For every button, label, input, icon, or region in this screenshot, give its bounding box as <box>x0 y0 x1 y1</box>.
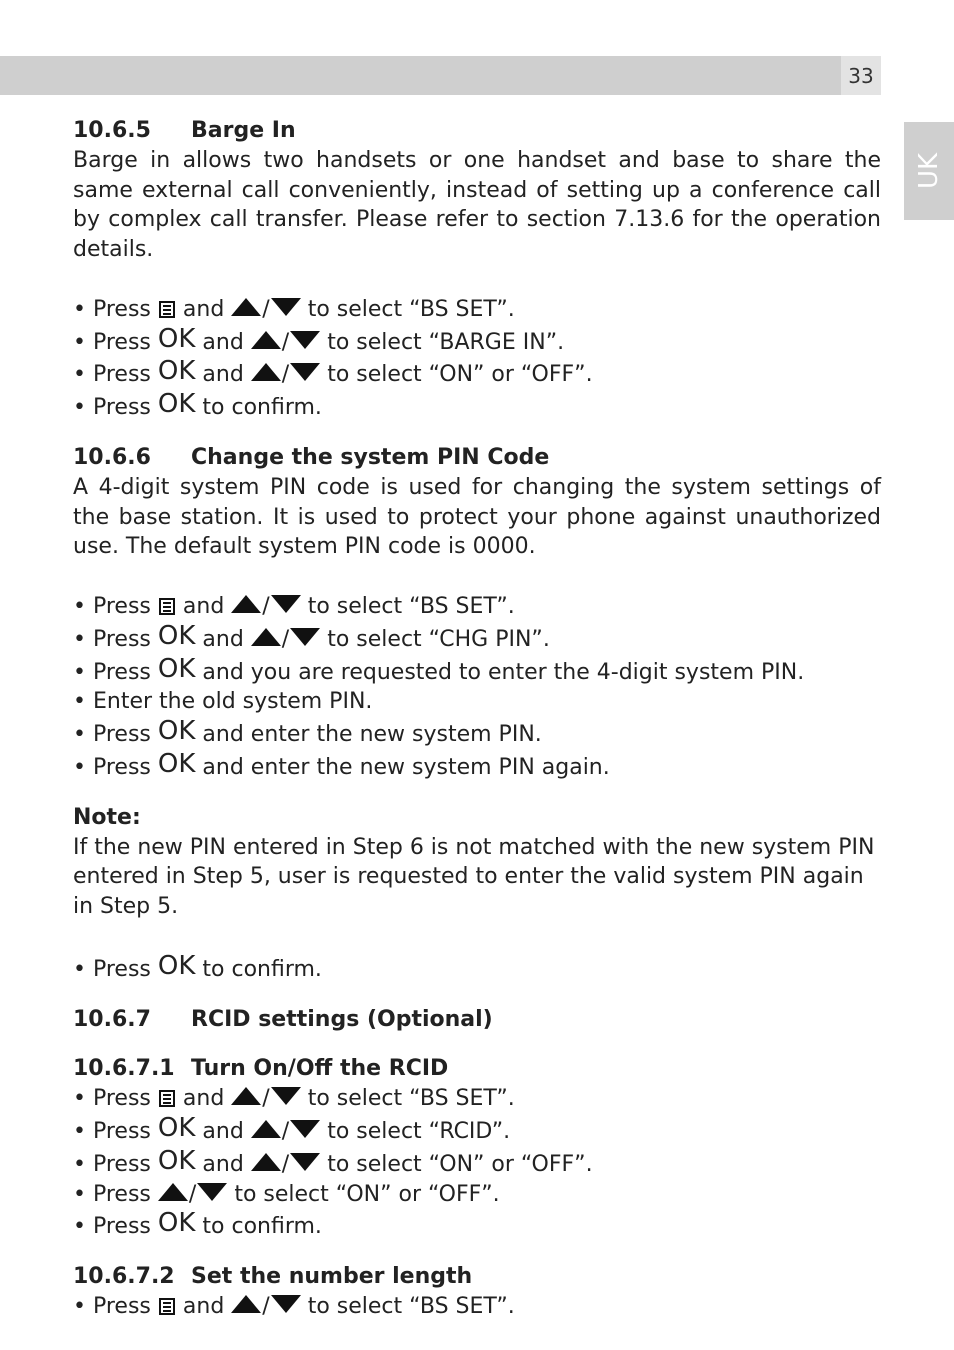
header-bar <box>0 56 881 95</box>
instruction-item: • Press and / to select “BS SET”. <box>73 1293 515 1319</box>
page-number: 33 <box>848 64 874 88</box>
ok-key-icon: OK <box>157 323 196 354</box>
instruction-item: • Press OK and / to select “RCID”. <box>73 1112 511 1144</box>
section-number: 10.6.5 <box>73 118 151 143</box>
up-arrow-icon <box>231 1295 261 1313</box>
down-arrow-icon <box>271 595 301 613</box>
section-title: Barge In <box>191 118 296 143</box>
down-arrow-icon <box>290 628 320 646</box>
section-body: Barge in allows two handsets or one handset and base to share the same external call conveniently, instead of setting up a conference call by complex call transfer. Please refer to section 7.13.6 for the operation details. <box>73 147 881 263</box>
down-arrow-icon <box>290 1120 320 1138</box>
section-heading <box>73 443 881 473</box>
ok-key-icon: OK <box>157 653 196 684</box>
down-arrow-icon <box>197 1183 227 1201</box>
instruction-item: • Press OK to confirm. <box>73 389 322 421</box>
section-title: Set the number length <box>191 1264 473 1290</box>
ok-key-icon: OK <box>157 748 196 779</box>
ok-key-icon: OK <box>157 1145 196 1176</box>
page-content <box>73 116 881 1322</box>
section-title: RCID settings (Optional) <box>191 1006 493 1032</box>
down-arrow-icon <box>290 331 320 349</box>
instruction-item: • Press / to select “ON” or “OFF”. <box>73 1181 500 1207</box>
down-arrow-icon <box>290 363 320 381</box>
instruction-item: • Press OK to confirm. <box>73 1208 322 1240</box>
instruction-item: • Press and / to select “BS SET”. <box>73 1086 515 1112</box>
language-tab-label: UK <box>914 152 944 190</box>
note-title: Note: <box>73 804 141 830</box>
section-number: 10.6.7.2 <box>73 1264 175 1290</box>
ok-key-icon: OK <box>157 950 196 981</box>
down-arrow-icon <box>271 1087 301 1105</box>
up-arrow-icon <box>251 1153 281 1171</box>
down-arrow-icon <box>271 1295 301 1313</box>
section-number: 10.6.7 <box>73 1006 151 1032</box>
instruction-item: • Press and / to select “BS SET”. <box>73 593 515 619</box>
menu-icon <box>159 598 175 615</box>
section-title: Turn On/Off the RCID <box>191 1056 449 1082</box>
section-heading <box>73 1054 881 1084</box>
instruction-item: • Press OK and / to select “ON” or “OFF”. <box>73 356 593 388</box>
up-arrow-icon <box>251 363 281 381</box>
menu-icon <box>159 1298 175 1315</box>
instruction-item: • Enter the old system PIN. <box>73 689 373 715</box>
up-arrow-icon <box>231 298 261 316</box>
menu-icon <box>159 1090 175 1107</box>
section-number: 10.6.6 <box>73 444 151 470</box>
instruction-item: • Press and / to select “BS SET”. <box>73 296 515 322</box>
section-heading <box>73 1005 881 1035</box>
section-heading <box>73 116 881 146</box>
ok-key-icon: OK <box>157 620 196 651</box>
note-body: If the new PIN entered in Step 6 is not matched with the new system PIN entered in Step 5, user is requested to enter the valid system PIN again in Step 5. <box>73 834 875 920</box>
ok-key-icon: OK <box>157 1208 196 1239</box>
instruction-item: • Press OK to confirm. <box>73 950 322 982</box>
ok-key-icon: OK <box>157 716 196 747</box>
section-number: 10.6.7.1 <box>73 1056 175 1082</box>
ok-key-icon: OK <box>157 389 196 420</box>
section-heading <box>73 1262 881 1292</box>
up-arrow-icon <box>158 1183 188 1201</box>
language-tab <box>904 122 954 220</box>
up-arrow-icon <box>251 331 281 349</box>
page-number-box <box>841 56 881 95</box>
ok-key-icon: OK <box>157 356 196 387</box>
instruction-item: • Press OK and / to select “ON” or “OFF”. <box>73 1145 593 1177</box>
up-arrow-icon <box>231 595 261 613</box>
section-body: A 4-digit system PIN code is used for changing the system settings of the base station. It is used to protect your phone against unauthorized use. The default system PIN code is 0000. <box>73 474 881 560</box>
section-title: Change the system PIN Code <box>191 444 550 470</box>
instruction-item: • Press OK and you are requested to enter the 4-digit system PIN. <box>73 653 805 685</box>
instruction-item: • Press OK and / to select “CHG PIN”. <box>73 620 550 652</box>
instruction-item: • Press OK and / to select “BARGE IN”. <box>73 323 565 355</box>
ok-key-icon: OK <box>157 1112 196 1143</box>
down-arrow-icon <box>290 1153 320 1171</box>
menu-icon <box>159 301 175 318</box>
instruction-item: • Press OK and enter the new system PIN. <box>73 716 542 748</box>
down-arrow-icon <box>271 298 301 316</box>
instruction-item: • Press OK and enter the new system PIN again. <box>73 748 610 780</box>
up-arrow-icon <box>251 628 281 646</box>
up-arrow-icon <box>251 1120 281 1138</box>
up-arrow-icon <box>231 1087 261 1105</box>
